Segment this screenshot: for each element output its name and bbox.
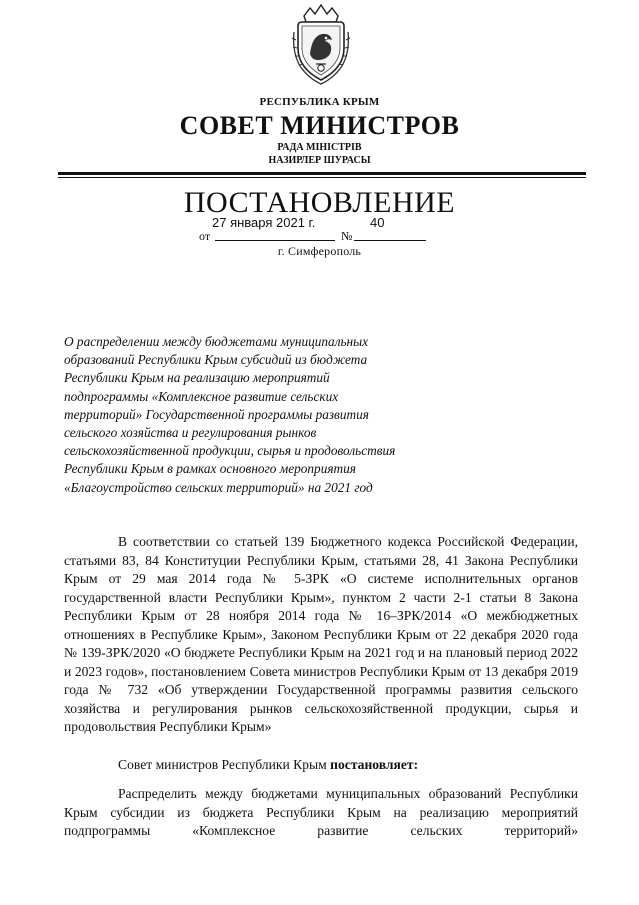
resolution-prefix: Совет министров Республики Крым <box>118 757 331 772</box>
subject-line: образований Республики Крым субсидий из бюджета <box>64 352 368 368</box>
subject-line: Республики Крым на реализацию мероприятий <box>64 370 330 386</box>
number-underline <box>354 240 426 241</box>
subject-line: сельскохозяйственной продукции, сырья и продовольствия <box>64 443 396 459</box>
header-divider-thick <box>58 172 586 175</box>
republic-name: РЕСПУБЛИКА КРЫМ <box>259 96 380 108</box>
subject-line: территорий» Государственной программы развития <box>64 406 369 422</box>
decree-date: 27 января 2021 г. <box>212 215 316 230</box>
header-divider-thin <box>58 177 586 178</box>
decree-number: 40 <box>370 215 385 230</box>
resolution-paragraph: Распределить между бюджетами муниципальных образований Республики Крым субсидии из бюджета Республики Крым на реализацию мероприятий подпрограммы «Комплексное развитие сельских территорий» <box>64 786 578 838</box>
subject-line: О распределении между бюджетами муниципальных <box>64 334 369 349</box>
document-title: ПОСТАНОВЛЕНИЕ <box>183 186 456 219</box>
number-sign: № <box>341 229 353 243</box>
date-underline <box>215 240 335 241</box>
council-name: СОВЕТ МИНИСТРОВ <box>179 111 460 140</box>
subject-line: Республики Крым в рамках основного мероприятия <box>64 461 356 477</box>
decree-subject <box>64 333 484 497</box>
subject-line: подпрограммы «Комплексное развитие сельских <box>64 388 339 404</box>
council-name-crimean-tatar: НАЗИРЛЕР ШУРАСЫ <box>268 155 371 166</box>
subject-line: сельского хозяйства и регулирования рынков <box>64 425 317 441</box>
resolution-line <box>118 757 418 773</box>
crimea-coat-of-arms-icon <box>290 2 352 86</box>
subject-line: «Благоустройство сельских территорий» на 2021 год <box>64 479 373 495</box>
resolution-keyword: постановляет: <box>330 757 419 772</box>
council-name-ukrainian: РАДА МІНІСТРІВ <box>277 142 362 153</box>
city: г. Симферополь <box>277 244 362 258</box>
date-prefix: от <box>199 229 211 243</box>
preamble-paragraph: В соответствии со статьей 139 Бюджетного кодекса Российской Федерации, статьями 83, 84 Конституции Республики Крым, статьями 28, 41 Закона Республики Крым от 29 мая 2014 года № 5-ЗРК «О системе исполнительных органов государственной власти Республики Крым», пунктом 2 части 2-1 статьи 8 Закона Республики Крым от 28 ноября 2014 года № 16–ЗРК/2014 «О межбюджетных отношениях в Республике Крым», Законом Республики Крым от 22 декабря 2020 года № 139-ЗРК/2020 «О бюджете Республики Крым на 2021 год и на плановый период 2022 и 2023 годов», постановлением Совета министров Республики Крым от 13 декабря 2019 года № 732 «Об утверждении Государственной программы развития сельского хозяйства и регулирования рынков сельскохозяйственной продукции, сырья и продовольствия Республики Крым» <box>64 534 578 734</box>
